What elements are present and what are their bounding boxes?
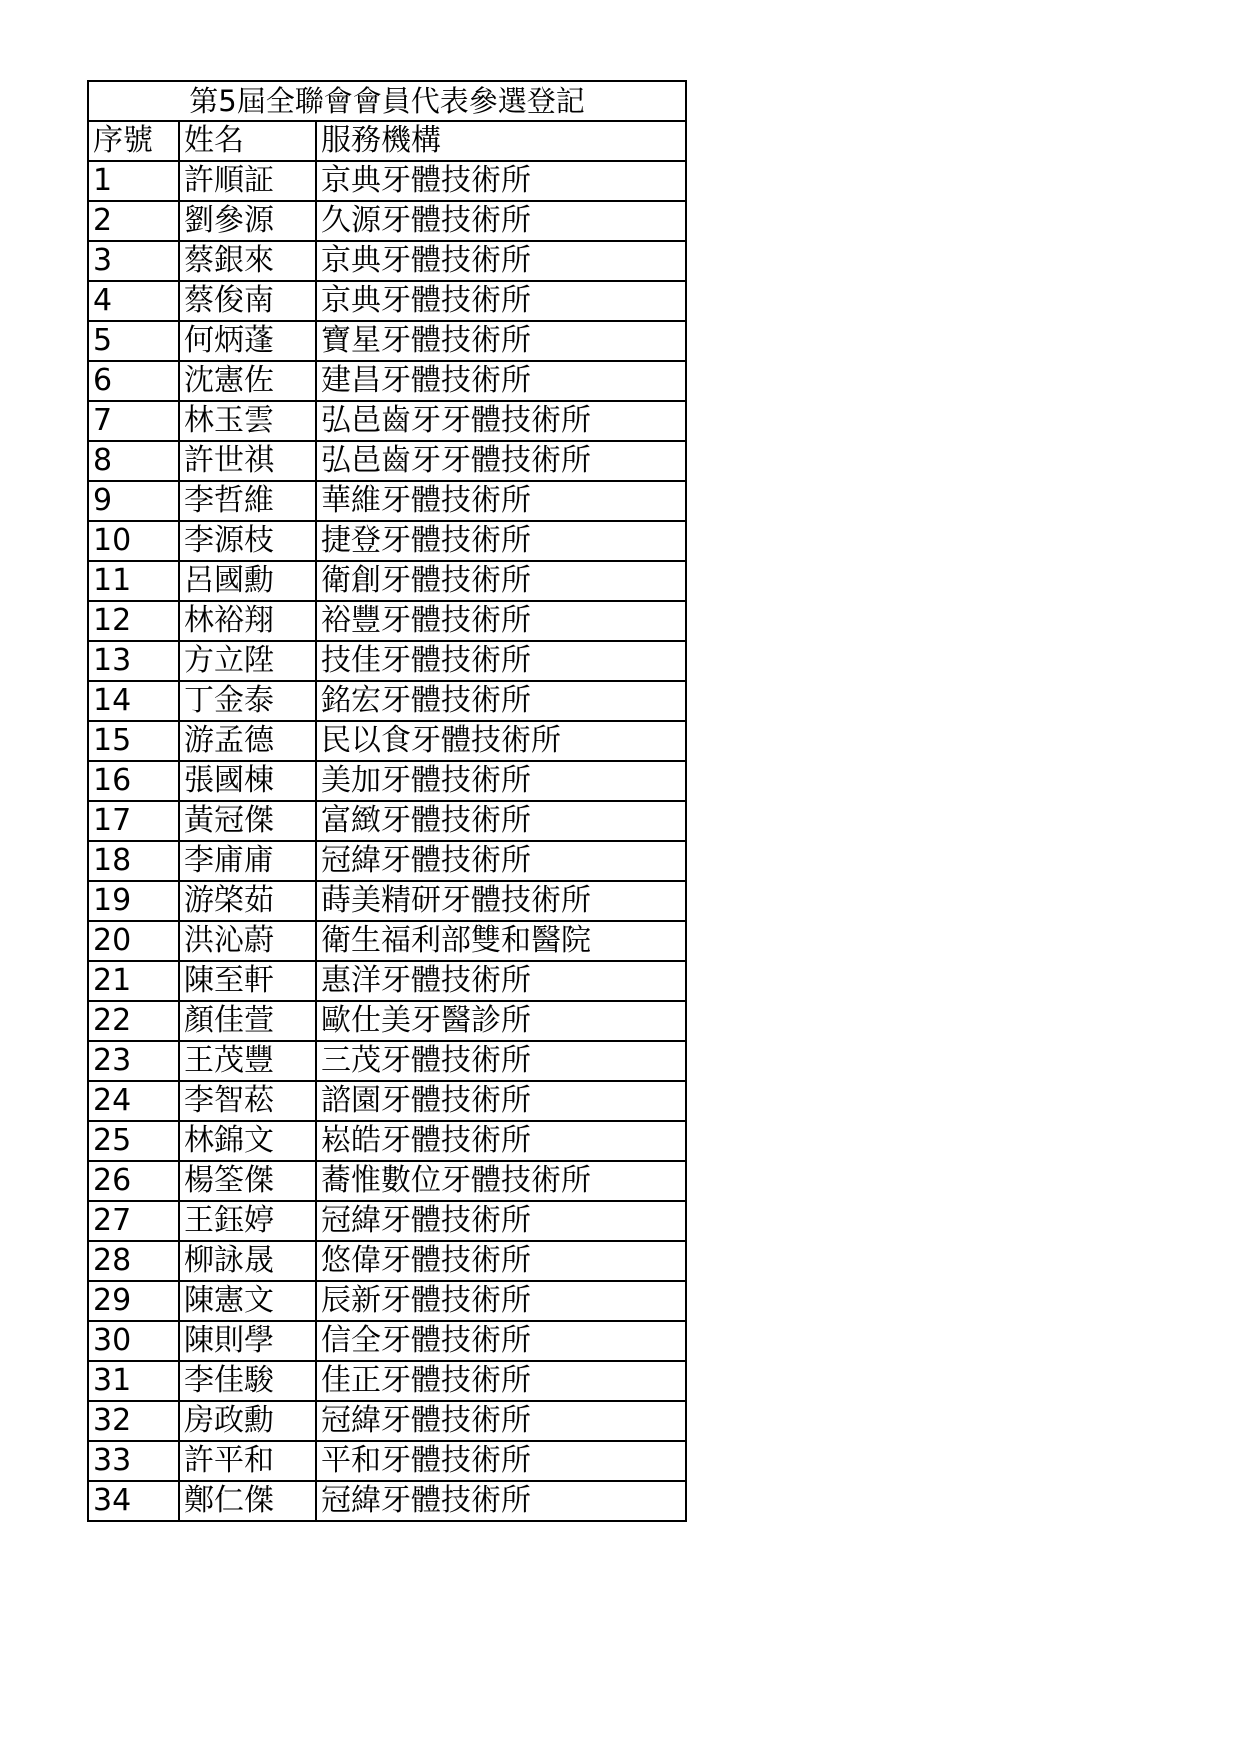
table-row bbox=[88, 961, 686, 1001]
cell-name: 王茂豐 bbox=[179, 1041, 316, 1081]
cell-name: 林玉雲 bbox=[179, 401, 316, 441]
cell-number: 1 bbox=[88, 161, 179, 201]
cell-organization: 冠緯牙體技術所 bbox=[316, 1481, 686, 1521]
table-row bbox=[88, 361, 686, 401]
cell-organization: 諮園牙體技術所 bbox=[316, 1081, 686, 1121]
table-row bbox=[88, 201, 686, 241]
table-body bbox=[88, 161, 686, 1521]
cell-organization: 弘邑齒牙牙體技術所 bbox=[316, 441, 686, 481]
cell-name: 許世祺 bbox=[179, 441, 316, 481]
cell-name: 李智菘 bbox=[179, 1081, 316, 1121]
cell-organization: 華維牙體技術所 bbox=[316, 481, 686, 521]
cell-name: 王鈺婷 bbox=[179, 1201, 316, 1241]
cell-number: 28 bbox=[88, 1241, 179, 1281]
cell-name: 游棨茹 bbox=[179, 881, 316, 921]
cell-number: 15 bbox=[88, 721, 179, 761]
cell-organization: 蕎惟數位牙體技術所 bbox=[316, 1161, 686, 1201]
cell-organization: 衛生福利部雙和醫院 bbox=[316, 921, 686, 961]
cell-organization: 惠洋牙體技術所 bbox=[316, 961, 686, 1001]
table-row bbox=[88, 521, 686, 561]
table-row bbox=[88, 1041, 686, 1081]
cell-number: 25 bbox=[88, 1121, 179, 1161]
cell-name: 陳則學 bbox=[179, 1321, 316, 1361]
cell-organization: 弘邑齒牙牙體技術所 bbox=[316, 401, 686, 441]
table-row bbox=[88, 441, 686, 481]
cell-organization: 久源牙體技術所 bbox=[316, 201, 686, 241]
cell-organization: 富緻牙體技術所 bbox=[316, 801, 686, 841]
cell-organization: 京典牙體技術所 bbox=[316, 241, 686, 281]
table-row bbox=[88, 1441, 686, 1481]
table-row bbox=[88, 241, 686, 281]
cell-organization: 辰新牙體技術所 bbox=[316, 1281, 686, 1321]
cell-organization: 歐仕美牙醫診所 bbox=[316, 1001, 686, 1041]
cell-organization: 冠緯牙體技術所 bbox=[316, 1201, 686, 1241]
cell-number: 32 bbox=[88, 1401, 179, 1441]
cell-number: 21 bbox=[88, 961, 179, 1001]
cell-number: 17 bbox=[88, 801, 179, 841]
cell-name: 李庯庯 bbox=[179, 841, 316, 881]
table-row bbox=[88, 1321, 686, 1361]
cell-organization: 蒔美精研牙體技術所 bbox=[316, 881, 686, 921]
table-row bbox=[88, 841, 686, 881]
cell-organization: 信全牙體技術所 bbox=[316, 1321, 686, 1361]
cell-organization: 衛創牙體技術所 bbox=[316, 561, 686, 601]
cell-organization: 三茂牙體技術所 bbox=[316, 1041, 686, 1081]
cell-number: 12 bbox=[88, 601, 179, 641]
cell-organization: 京典牙體技術所 bbox=[316, 281, 686, 321]
table-row bbox=[88, 721, 686, 761]
cell-number: 33 bbox=[88, 1441, 179, 1481]
cell-organization: 冠緯牙體技術所 bbox=[316, 841, 686, 881]
cell-number: 30 bbox=[88, 1321, 179, 1361]
cell-number: 10 bbox=[88, 521, 179, 561]
table-row bbox=[88, 561, 686, 601]
cell-name: 陳憲文 bbox=[179, 1281, 316, 1321]
table-row bbox=[88, 801, 686, 841]
cell-name: 林裕翔 bbox=[179, 601, 316, 641]
cell-name: 方立陞 bbox=[179, 641, 316, 681]
cell-name: 許順証 bbox=[179, 161, 316, 201]
cell-number: 24 bbox=[88, 1081, 179, 1121]
table-row bbox=[88, 881, 686, 921]
cell-name: 房政勳 bbox=[179, 1401, 316, 1441]
table-row bbox=[88, 481, 686, 521]
cell-number: 2 bbox=[88, 201, 179, 241]
table-row bbox=[88, 681, 686, 721]
table-row bbox=[88, 1201, 686, 1241]
cell-number: 22 bbox=[88, 1001, 179, 1041]
table-title: 第5屆全聯會會員代表參選登記 bbox=[88, 81, 686, 121]
cell-name: 劉參源 bbox=[179, 201, 316, 241]
cell-organization: 平和牙體技術所 bbox=[316, 1441, 686, 1481]
table-row bbox=[88, 401, 686, 441]
cell-number: 19 bbox=[88, 881, 179, 921]
cell-name: 蔡銀來 bbox=[179, 241, 316, 281]
cell-name: 李佳駿 bbox=[179, 1361, 316, 1401]
cell-number: 31 bbox=[88, 1361, 179, 1401]
cell-number: 18 bbox=[88, 841, 179, 881]
cell-number: 20 bbox=[88, 921, 179, 961]
cell-name: 張國棟 bbox=[179, 761, 316, 801]
cell-number: 9 bbox=[88, 481, 179, 521]
cell-number: 11 bbox=[88, 561, 179, 601]
cell-number: 7 bbox=[88, 401, 179, 441]
cell-organization: 銘宏牙體技術所 bbox=[316, 681, 686, 721]
table-row bbox=[88, 641, 686, 681]
cell-number: 5 bbox=[88, 321, 179, 361]
cell-organization: 技佳牙體技術所 bbox=[316, 641, 686, 681]
cell-number: 3 bbox=[88, 241, 179, 281]
cell-name: 柳詠晟 bbox=[179, 1241, 316, 1281]
table-row bbox=[88, 1001, 686, 1041]
header-row bbox=[88, 121, 686, 161]
cell-name: 游孟德 bbox=[179, 721, 316, 761]
cell-name: 陳至軒 bbox=[179, 961, 316, 1001]
cell-number: 29 bbox=[88, 1281, 179, 1321]
cell-organization: 悠偉牙體技術所 bbox=[316, 1241, 686, 1281]
table-row bbox=[88, 1361, 686, 1401]
cell-organization: 寶星牙體技術所 bbox=[316, 321, 686, 361]
cell-organization: 捷登牙體技術所 bbox=[316, 521, 686, 561]
table-row bbox=[88, 161, 686, 201]
cell-name: 黃冠傑 bbox=[179, 801, 316, 841]
table-row bbox=[88, 1121, 686, 1161]
cell-name: 楊筌傑 bbox=[179, 1161, 316, 1201]
table-row bbox=[88, 1161, 686, 1201]
title-row bbox=[88, 81, 686, 121]
cell-organization: 佳正牙體技術所 bbox=[316, 1361, 686, 1401]
cell-name: 林錦文 bbox=[179, 1121, 316, 1161]
cell-organization: 美加牙體技術所 bbox=[316, 761, 686, 801]
cell-number: 26 bbox=[88, 1161, 179, 1201]
table-row bbox=[88, 321, 686, 361]
column-header-organization: 服務機構 bbox=[316, 121, 686, 161]
table-row bbox=[88, 1241, 686, 1281]
cell-number: 13 bbox=[88, 641, 179, 681]
cell-name: 沈憲佐 bbox=[179, 361, 316, 401]
cell-name: 洪沁蔚 bbox=[179, 921, 316, 961]
table-row bbox=[88, 601, 686, 641]
column-header-name: 姓名 bbox=[179, 121, 316, 161]
cell-name: 許平和 bbox=[179, 1441, 316, 1481]
cell-name: 丁金泰 bbox=[179, 681, 316, 721]
cell-number: 23 bbox=[88, 1041, 179, 1081]
table-row bbox=[88, 1081, 686, 1121]
cell-organization: 京典牙體技術所 bbox=[316, 161, 686, 201]
cell-name: 何炳蓬 bbox=[179, 321, 316, 361]
cell-number: 6 bbox=[88, 361, 179, 401]
cell-name: 李哲維 bbox=[179, 481, 316, 521]
table-row bbox=[88, 1281, 686, 1321]
cell-organization: 冠緯牙體技術所 bbox=[316, 1401, 686, 1441]
cell-number: 4 bbox=[88, 281, 179, 321]
table-row bbox=[88, 281, 686, 321]
table-row bbox=[88, 1401, 686, 1441]
table-row bbox=[88, 761, 686, 801]
cell-number: 34 bbox=[88, 1481, 179, 1521]
table-row bbox=[88, 921, 686, 961]
column-header-number: 序號 bbox=[88, 121, 179, 161]
cell-name: 鄭仁傑 bbox=[179, 1481, 316, 1521]
cell-name: 李源枝 bbox=[179, 521, 316, 561]
cell-number: 16 bbox=[88, 761, 179, 801]
cell-organization: 崧皓牙體技術所 bbox=[316, 1121, 686, 1161]
cell-name: 顏佳萱 bbox=[179, 1001, 316, 1041]
cell-organization: 民以食牙體技術所 bbox=[316, 721, 686, 761]
cell-number: 14 bbox=[88, 681, 179, 721]
table-row bbox=[88, 1481, 686, 1521]
cell-organization: 裕豐牙體技術所 bbox=[316, 601, 686, 641]
cell-name: 呂國勳 bbox=[179, 561, 316, 601]
cell-name: 蔡俊南 bbox=[179, 281, 316, 321]
cell-number: 27 bbox=[88, 1201, 179, 1241]
cell-organization: 建昌牙體技術所 bbox=[316, 361, 686, 401]
registration-table bbox=[87, 80, 687, 1522]
cell-number: 8 bbox=[88, 441, 179, 481]
